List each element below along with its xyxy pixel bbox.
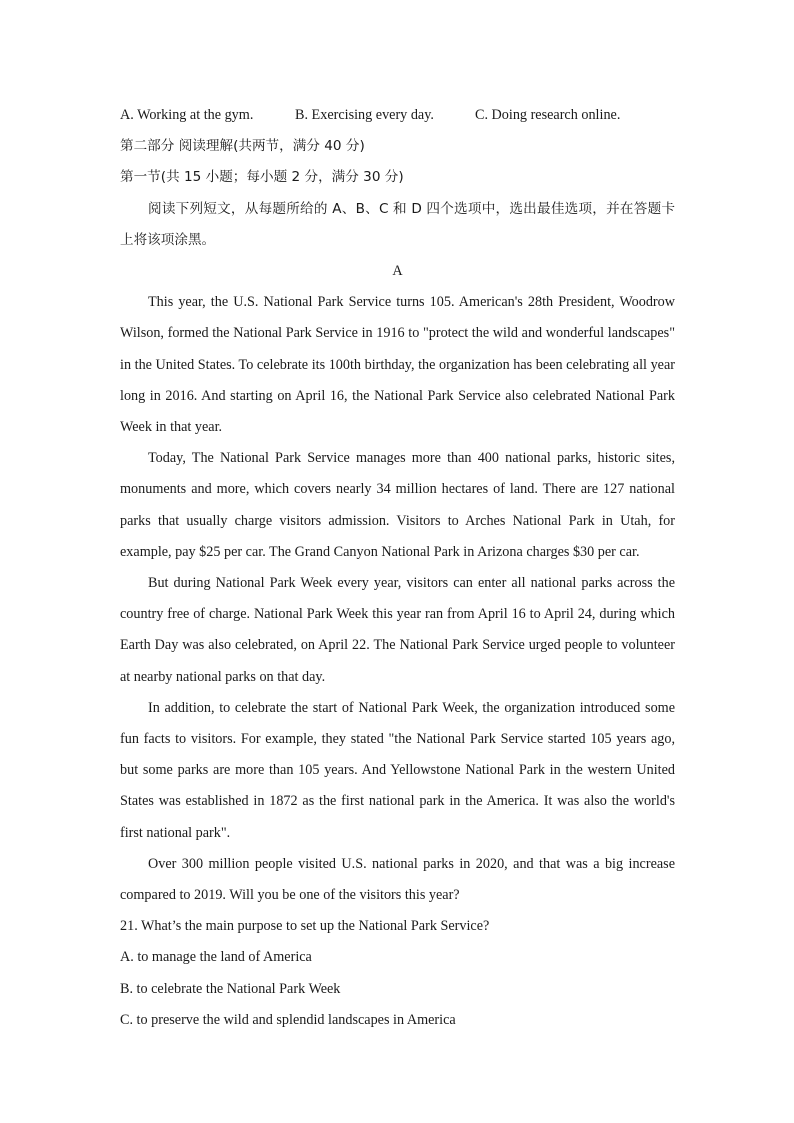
option-a: A. Working at the gym. [120, 107, 254, 123]
question-21-stem: 21. What’s the main purpose to set up the National Park Service? [120, 918, 490, 935]
question-21-option-b: B. to celebrate the National Park Week [120, 980, 341, 997]
previous-question-options [120, 100, 675, 131]
option-c: C. Doing research online. [475, 107, 621, 123]
option-b: B. Exercising every day. [295, 107, 434, 123]
part-title: 第二部分 阅读理解(共两节，满分 40 分) [120, 138, 365, 155]
question-21-option-a: A. to manage the land of America [120, 949, 312, 966]
instructions: 阅读下列短文，从每题所给的 A、B、C 和 D 四个选项中，选出最佳选项，并在答题卡上将该项涂黑。 [120, 200, 675, 248]
passage-paragraph: In addition, to celebrate the start of National Park Week, the organization introduced some fun facts to visitors. For example, they stated "the National Park Service started 105 years ago, but some parks are more than 105 years. And Yellowstone National Park in the western United States was established in 1872 as the first national park in the America. It was also the world's first national park". [120, 699, 675, 841]
subsection-title: 第一节(共 15 小题；每小题 2 分，满分 30 分) [120, 169, 404, 186]
passage-paragraph: Today, The National Park Service manages more than 400 national parks, historic sites, monuments and more, which covers nearly 34 million hectares of land. There are 127 national parks that usually charge visitors admission. Visitors to Arches National Park in Utah, for example, pay $25 per car. The Grand Canyon National Park in Arizona charges $30 per car. [120, 450, 675, 560]
passage-paragraph: This year, the U.S. National Park Service turns 105. American's 28th President, Woodrow Wilson, formed the National Park Service in 1916 to "protect the wild and wonderful landscapes" in the United States. To celebrate its 100th birthday, the organization has been celebrating all year long in 2016. And starting on April 16, the National Park Service also celebrated National Park Week in that year. [120, 294, 675, 436]
passage-paragraph: But during National Park Week every year, visitors can enter all national parks across the country free of charge. National Park Week this year ran from April 16 to April 24, during which Earth Day was also celebrated, on April 22. The National Park Service urged people to volunteer at nearby national parks on that day. [120, 575, 675, 685]
question-21-option-c: C. to preserve the wild and splendid landscapes in America [120, 1011, 456, 1028]
page-content [120, 100, 675, 1036]
passage-label: A [392, 263, 403, 280]
passage-paragraph: Over 300 million people visited U.S. national parks in 2020, and that was a big increase compared to 2019. Will you be one of the visitors this year? [120, 855, 675, 904]
